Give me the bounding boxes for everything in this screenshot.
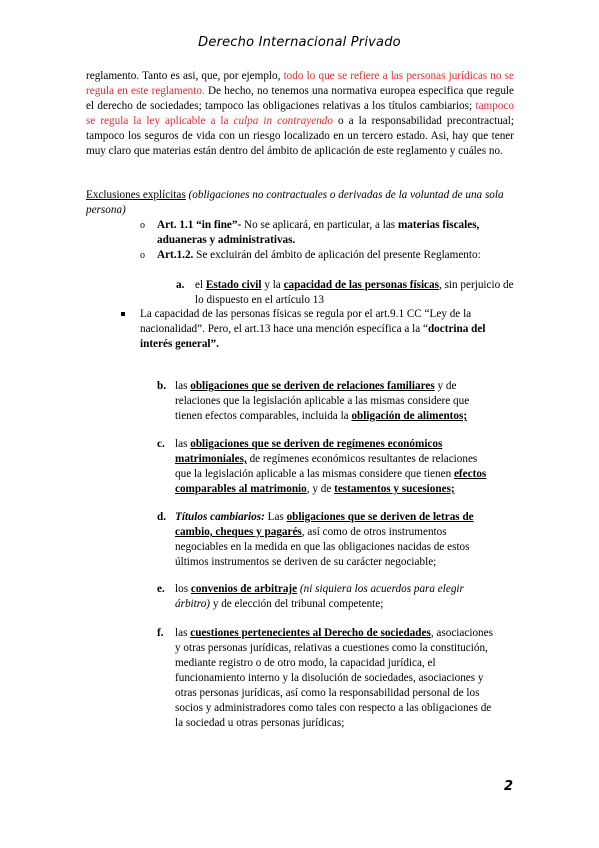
item-a: el Estado civil y la capacidad de las personas físicas, sin perjuicio de lo dispuesto en el artículo 13 <box>195 279 514 306</box>
item-label-c: c. <box>157 438 165 450</box>
item-label-f: f. <box>157 627 164 639</box>
item-b: las obligaciones que se deriven de relaciones familiares y de relaciones que la legislación aplicable a las mismas considere que tienen efectos comparables, incluida la obligación de alimentos; <box>175 380 470 422</box>
item-f: las cuestiones pertenecientes al Derecho de sociedades, asociaciones y otras personas jurídicas, relativas a cuestiones como la constitución, mediante registro o de otro modo, la capacidad jurídica, el funcionamiento interno y la disolución de sociedades, asociaciones y otras personas jurídicas, así como la responsabilidad personal de los socios y administradores como tales con respecto a las obligaciones de la sociedad u otras personas jurídicas; <box>175 627 493 729</box>
square-bullet-icon <box>121 312 125 316</box>
item-label-b: b. <box>157 380 167 392</box>
item-d: Títulos cambiarios: Las obligaciones que se deriven de letras de cambio, cheques y pagarés, así como de otros instrumentos negociables en la medida en que las obligaciones nacidas de estos últimos instrumentos se deriven de su carácter negociable; <box>175 511 474 568</box>
exclusions-heading: Exclusiones explícitas (obligaciones no contractuales o derivadas de la voluntad de una sola persona) <box>86 189 504 216</box>
art-1-2-item: Art.1.2. Se excluirán del ámbito de aplicación del presente Reglamento: <box>157 249 481 261</box>
item-label-d: d. <box>157 511 167 523</box>
intro-paragraph: reglamento. Tanto es asi, que, por ejemplo, todo lo que se refiere a las personas jurídicas no se regula en este reglamento. De hecho, no tenemos una normativa europea especifica que regule el derecho de sociedades; tampoco las obligaciones relativas a los títulos cambiarios; tampoco se regula la ley aplicable a la culpa in contrayendo o a la responsabilidad precontractual; tampoco los seguros de vida con un riesgo localizado en un tercero estado. Asi, hay que tener muy claro que materias están dentro del ámbito de aplicación de este reglamento y cuáles no. <box>86 70 514 157</box>
item-label-a: a. <box>176 279 185 291</box>
item-c: las obligaciones que se deriven de regímenes económicos matrimoniales, de regímenes económicos resultantes de relaciones que la legislación aplicable a las mismas considere que tienen efectos comparables al matrimonio, y de testamentos y sucesiones; <box>175 438 487 495</box>
page-header: Derecho Internacional Privado <box>198 35 401 50</box>
circle-bullet: o <box>140 220 145 231</box>
item-label-e: e. <box>157 583 165 595</box>
page-number: 2 <box>503 779 513 794</box>
capacity-note: La capacidad de las personas físicas se regula por el art.9.1 CC “Ley de la nacionalidad”. Pero, el art.13 hace una mención específica a la “doctrina del interés general”. <box>140 308 486 350</box>
item-e: los convenios de arbitraje (ni siquiera los acuerdos para elegir árbitro) y de elección del tribunal competente; <box>175 583 464 610</box>
circle-bullet: o <box>140 250 145 261</box>
art-1-1-item: Art. 1.1 “in fine”- No se aplicará, en particular, a las materias fiscales, aduaneras y administrativas. <box>157 219 480 246</box>
